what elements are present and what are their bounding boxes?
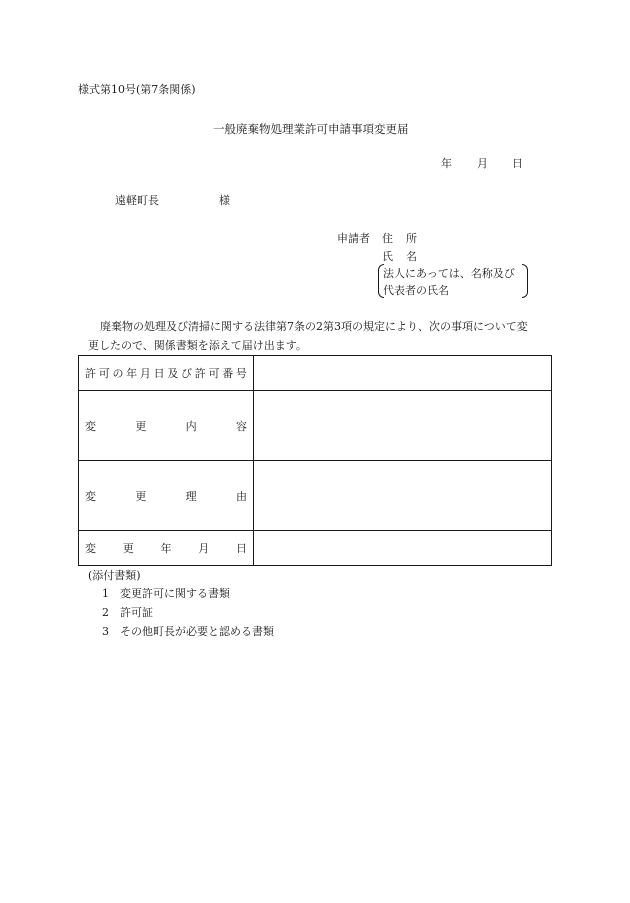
corporate-note-bracket: [378, 264, 528, 298]
table-row: [79, 356, 552, 391]
body-text-line1: 廃棄物の処理及び清掃に関する法律第7条の2第3項の規定により、次の事項について変: [100, 320, 528, 333]
date-day: 日: [512, 157, 523, 170]
change-table: [78, 355, 552, 566]
label-char: 可: [208, 367, 220, 380]
addressee-honorific: 様: [219, 194, 230, 207]
address-label-1: 住: [382, 232, 393, 245]
label-char: 由: [235, 489, 247, 503]
address-label-2: 所: [406, 232, 417, 245]
date-year: 年: [441, 157, 452, 170]
attachment-text: 許可証: [120, 606, 153, 619]
row-label: [79, 531, 254, 566]
attachments-heading: (添付書類): [88, 569, 141, 582]
label-char: 年: [126, 367, 138, 380]
change-content-field[interactable]: [254, 391, 552, 461]
table-row: [79, 391, 552, 461]
label-char: 容: [235, 419, 247, 433]
name-label-1: 氏: [382, 250, 393, 263]
name-label-2: 名: [406, 250, 417, 263]
label-char: 年: [160, 542, 172, 555]
label-char: 理: [185, 489, 197, 503]
body-text-line2: 更したので、関係書類を添えて届け出ます。: [88, 339, 307, 352]
label-char: 及: [167, 367, 179, 380]
label-char: 番: [222, 367, 234, 380]
row-label: [79, 356, 254, 391]
label-char: 更: [135, 419, 147, 433]
change-date-field[interactable]: [254, 531, 552, 566]
corporate-note-line2: 代表者の氏名: [383, 284, 449, 297]
label-char: 月: [198, 542, 210, 555]
table-row: [79, 461, 552, 531]
label-char: 許: [85, 367, 96, 380]
label-char: び: [181, 367, 193, 380]
attachment-num: 1: [102, 587, 109, 600]
label-change-reason: [79, 488, 253, 504]
label-char: 日: [236, 542, 247, 555]
document-title: 一般廃棄物処理業許可申請事項変更届: [213, 122, 409, 136]
label-change-date: [79, 540, 253, 556]
label-char: 内: [185, 419, 197, 433]
label-char: 日: [153, 367, 165, 380]
label-char: 許: [194, 367, 206, 380]
label-char: 更: [122, 542, 134, 555]
row-label: [79, 461, 254, 531]
label-char: の: [112, 367, 124, 380]
label-char: 月: [139, 367, 151, 380]
addressee-name: 遠軽町長: [115, 194, 159, 207]
label-char: 号: [235, 367, 247, 380]
label-char: 変: [85, 419, 96, 433]
label-permit-date-number: [79, 365, 253, 381]
attachment-text: その他町長が必要と認める書類: [120, 625, 274, 638]
right-bracket: [522, 264, 528, 298]
row-label: [79, 391, 254, 461]
date-month: 月: [477, 157, 488, 170]
change-reason-field[interactable]: [254, 461, 552, 531]
label-char: 更: [135, 489, 147, 503]
attachment-text: 変更許可に関する書類: [120, 587, 230, 600]
form-number: 様式第10号(第7条関係): [78, 83, 196, 96]
label-change-content: [79, 418, 253, 434]
attachment-num: 3: [102, 625, 109, 638]
attachment-num: 2: [102, 606, 109, 619]
label-char: 可: [98, 367, 110, 380]
label-char: 変: [85, 489, 96, 503]
applicant-label: 申請者: [337, 232, 370, 245]
corporate-note-line1: 法人にあっては、名称及び: [383, 267, 515, 280]
permit-date-number-field[interactable]: [254, 356, 552, 391]
table-row: [79, 531, 552, 566]
label-char: 変: [85, 542, 96, 555]
